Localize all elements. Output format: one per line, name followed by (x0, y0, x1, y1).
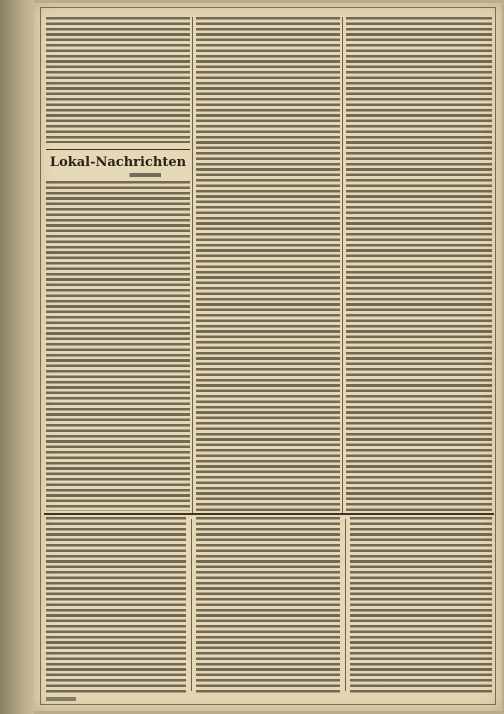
newspaper-page (34, 3, 502, 711)
local-news-column (46, 181, 190, 511)
footer-mark (46, 697, 76, 701)
column-rule (345, 519, 346, 691)
feuilleton-column (196, 517, 340, 693)
feuilleton-divider (44, 513, 494, 515)
dateline (46, 173, 190, 177)
local-news-text-block (46, 181, 190, 511)
article-divider (46, 149, 190, 150)
feuilleton-section (46, 517, 492, 693)
feuilleton-column (350, 517, 492, 693)
feuilleton-text-block (350, 517, 492, 693)
column-rule (192, 17, 193, 513)
column-rule (191, 519, 192, 691)
middle-text-block (196, 17, 340, 513)
book-binding (0, 0, 34, 714)
column-middle (196, 17, 340, 517)
feuilleton-text-block (46, 517, 186, 693)
page-footer (46, 695, 490, 705)
notice-text-block (46, 17, 190, 143)
section-heading: Lokal-Nachrichten (49, 155, 187, 170)
column-right (346, 17, 492, 517)
feuilleton-text-block (196, 517, 340, 693)
feuilleton-column (46, 517, 186, 693)
column-rule (342, 17, 343, 513)
right-text-block (346, 17, 492, 513)
